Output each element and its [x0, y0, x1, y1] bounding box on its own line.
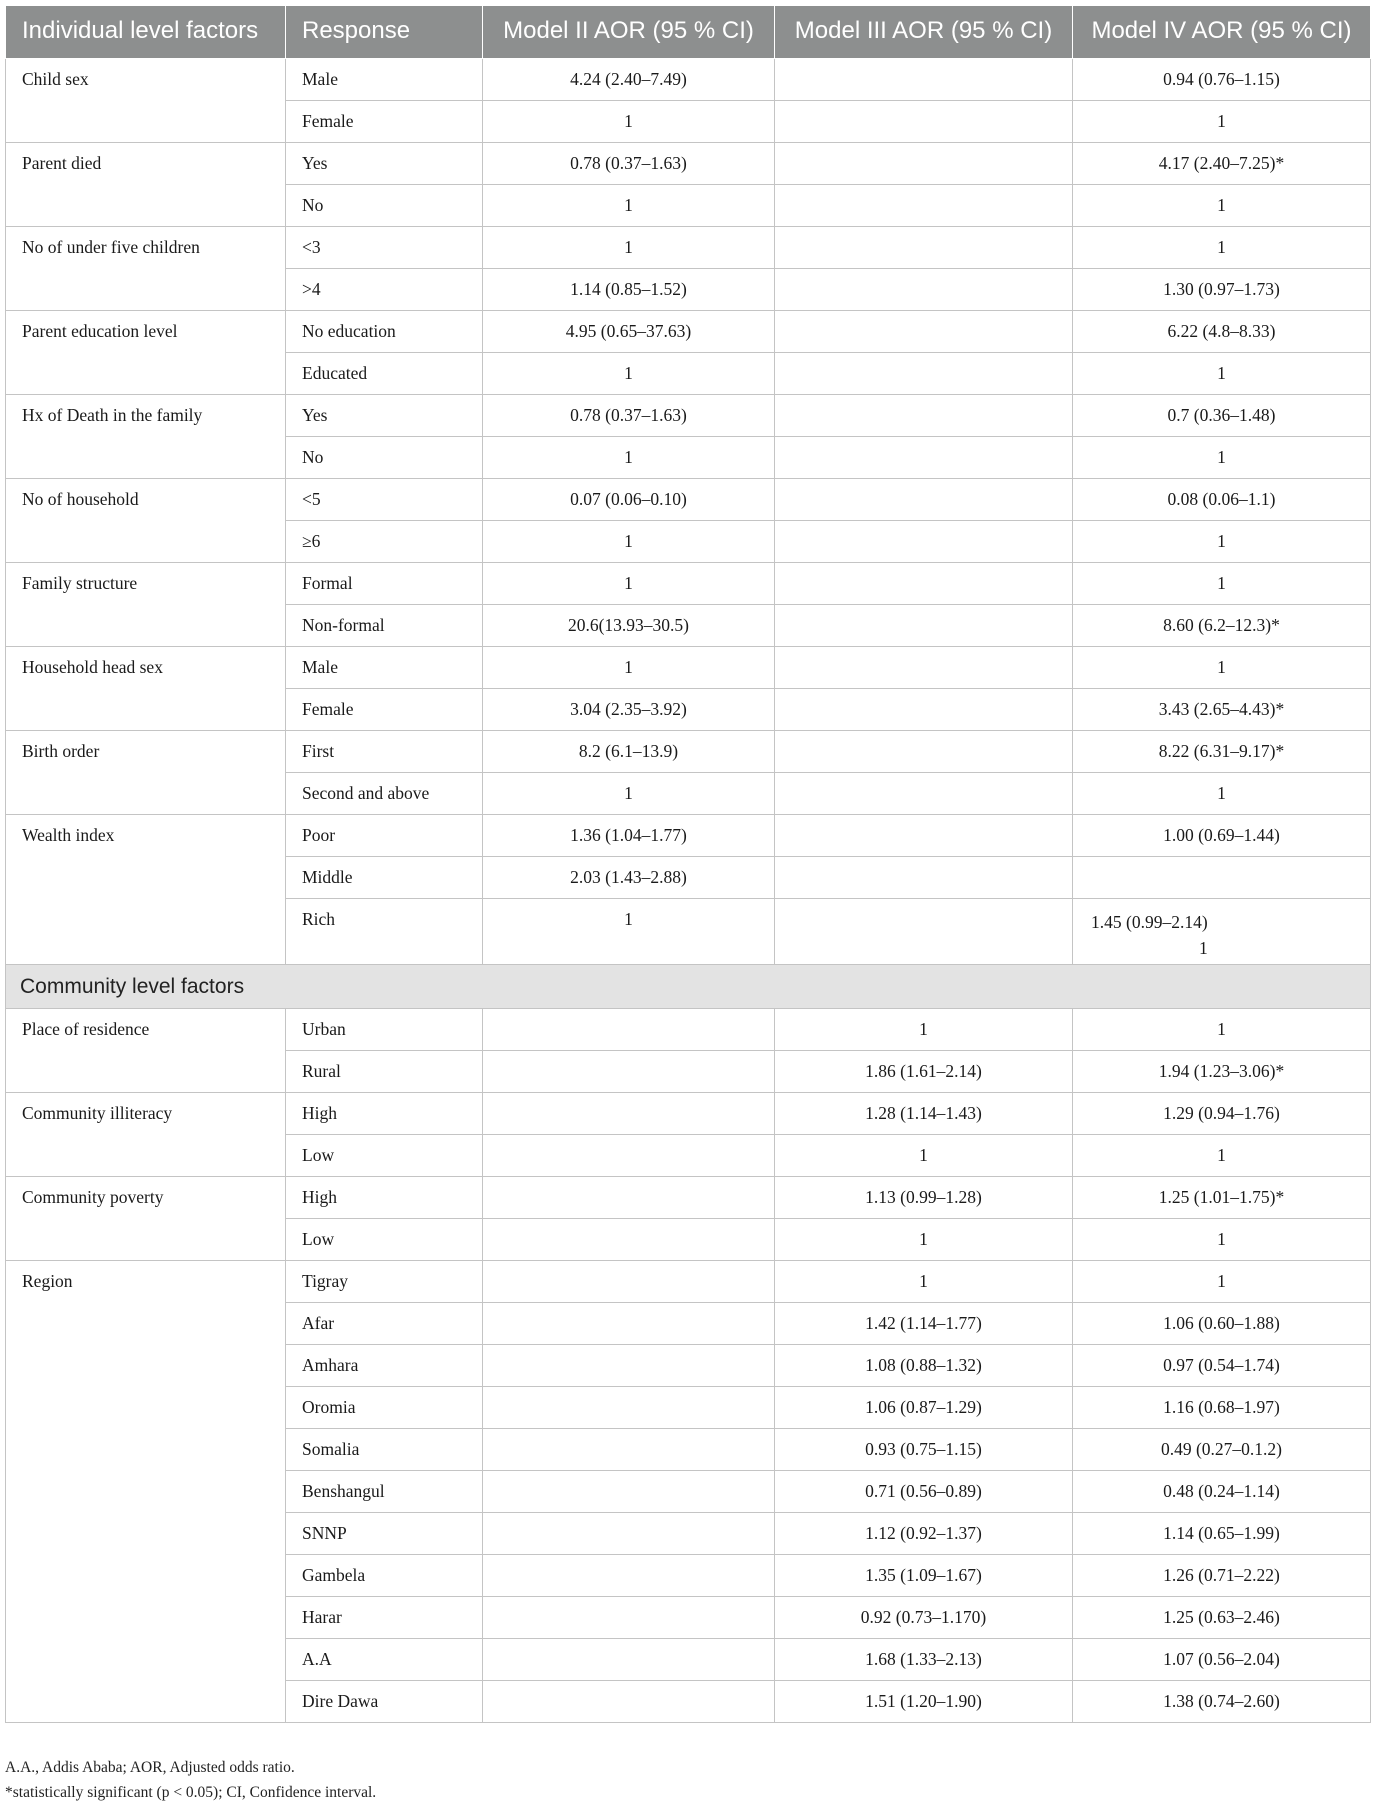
- model-iv-cell: 8.60 (6.2–12.3)*: [1073, 605, 1371, 647]
- model-iv-cell: 1.25 (0.63–2.46): [1073, 1597, 1371, 1639]
- model-ii-cell: [483, 1261, 775, 1303]
- model-iv-cell: 1.30 (0.97–1.73): [1073, 269, 1371, 311]
- model-iv-cell: 1: [1073, 1261, 1371, 1303]
- model-iv-value-line2: 1: [1199, 938, 1208, 958]
- model-iii-cell: [775, 815, 1073, 857]
- model-ii-cell: 1.14 (0.85–1.52): [483, 269, 775, 311]
- model-ii-cell: [483, 1597, 775, 1639]
- model-iv-cell: 1.06 (0.60–1.88): [1073, 1303, 1371, 1345]
- model-iii-cell: 1.86 (1.61–2.14): [775, 1051, 1073, 1093]
- model-iii-cell: [775, 899, 1073, 965]
- model-ii-cell: [483, 1009, 775, 1051]
- response-cell: >4: [286, 269, 483, 311]
- model-iii-cell: 0.93 (0.75–1.15): [775, 1429, 1073, 1471]
- model-iii-cell: [775, 857, 1073, 899]
- model-iii-cell: [775, 437, 1073, 479]
- model-iv-cell: 0.08 (0.06–1.1): [1073, 479, 1371, 521]
- model-iv-cell: 1: [1073, 1009, 1371, 1051]
- response-cell: Female: [286, 689, 483, 731]
- model-iv-cell: 1.25 (1.01–1.75)*: [1073, 1177, 1371, 1219]
- response-cell: Somalia: [286, 1429, 483, 1471]
- response-cell: High: [286, 1177, 483, 1219]
- factor-label: No of household: [6, 479, 286, 563]
- model-ii-cell: [483, 1471, 775, 1513]
- response-cell: Yes: [286, 395, 483, 437]
- response-cell: Low: [286, 1219, 483, 1261]
- response-cell: Rural: [286, 1051, 483, 1093]
- model-ii-cell: 1: [483, 647, 775, 689]
- model-ii-cell: 0.78 (0.37–1.63): [483, 143, 775, 185]
- model-iv-cell: 0.48 (0.24–1.14): [1073, 1471, 1371, 1513]
- model-ii-cell: 3.04 (2.35–3.92): [483, 689, 775, 731]
- model-iv-value-line1: 1.45 (0.99–2.14): [1091, 912, 1208, 932]
- model-ii-cell: [483, 1429, 775, 1471]
- model-iv-cell: 1.16 (0.68–1.97): [1073, 1387, 1371, 1429]
- model-iv-cell: 1: [1073, 185, 1371, 227]
- table-row: [6, 1093, 1371, 1135]
- model-iii-cell: [775, 185, 1073, 227]
- response-cell: Educated: [286, 353, 483, 395]
- model-ii-cell: [483, 1387, 775, 1429]
- model-iii-cell: 0.71 (0.56–0.89): [775, 1471, 1073, 1513]
- model-iii-cell: 1.06 (0.87–1.29): [775, 1387, 1073, 1429]
- model-iv-cell: 1: [1073, 773, 1371, 815]
- model-iv-cell: 1: [1073, 101, 1371, 143]
- table-row: [6, 1261, 1371, 1303]
- model-iii-cell: [775, 689, 1073, 731]
- header-model-ii: Model II AOR (95 % CI): [483, 6, 775, 59]
- response-cell: No: [286, 437, 483, 479]
- table-row: [6, 1009, 1371, 1051]
- community-section-title: Community level factors: [6, 965, 1371, 1009]
- model-iv-cell: 1.07 (0.56–2.04): [1073, 1639, 1371, 1681]
- factor-label: No of under five children: [6, 227, 286, 311]
- response-cell: Amhara: [286, 1345, 483, 1387]
- model-iv-cell: 0.97 (0.54–1.74): [1073, 1345, 1371, 1387]
- model-iv-cell: [1073, 899, 1371, 965]
- response-cell: Second and above: [286, 773, 483, 815]
- model-ii-cell: 1: [483, 563, 775, 605]
- model-iii-cell: [775, 395, 1073, 437]
- model-iv-cell: 1: [1073, 437, 1371, 479]
- model-ii-cell: [483, 1681, 775, 1723]
- model-iii-cell: 1.51 (1.20–1.90): [775, 1681, 1073, 1723]
- model-iv-cell: 1.00 (0.69–1.44): [1073, 815, 1371, 857]
- model-iv-cell: 1: [1073, 1219, 1371, 1261]
- table-row: [6, 143, 1371, 185]
- model-ii-cell: 1: [483, 101, 775, 143]
- model-ii-cell: 1: [483, 353, 775, 395]
- model-iii-cell: 1: [775, 1009, 1073, 1051]
- response-cell: No education: [286, 311, 483, 353]
- response-cell: Male: [286, 59, 483, 101]
- model-iii-cell: 0.92 (0.73–1.170): [775, 1597, 1073, 1639]
- model-iv-cell: 1: [1073, 227, 1371, 269]
- model-ii-cell: 1: [483, 227, 775, 269]
- factor-label: Place of residence: [6, 1009, 286, 1093]
- model-iii-cell: [775, 311, 1073, 353]
- model-iv-cell: 1.29 (0.94–1.76): [1073, 1093, 1371, 1135]
- model-ii-cell: 4.95 (0.65–37.63): [483, 311, 775, 353]
- model-ii-cell: [483, 1555, 775, 1597]
- table-row: [6, 479, 1371, 521]
- model-iii-cell: [775, 521, 1073, 563]
- factor-label: Parent died: [6, 143, 286, 227]
- model-ii-cell: [483, 1513, 775, 1555]
- response-cell: Yes: [286, 143, 483, 185]
- model-iii-cell: 1.13 (0.99–1.28): [775, 1177, 1073, 1219]
- model-iv-cell: 6.22 (4.8–8.33): [1073, 311, 1371, 353]
- model-iii-cell: 1.28 (1.14–1.43): [775, 1093, 1073, 1135]
- model-iii-cell: [775, 479, 1073, 521]
- response-cell: Harar: [286, 1597, 483, 1639]
- model-iv-cell: 4.17 (2.40–7.25)*: [1073, 143, 1371, 185]
- response-cell: Urban: [286, 1009, 483, 1051]
- model-iii-cell: 1.35 (1.09–1.67): [775, 1555, 1073, 1597]
- model-iii-cell: 1: [775, 1135, 1073, 1177]
- model-iii-cell: 1: [775, 1219, 1073, 1261]
- model-ii-cell: 2.03 (1.43–2.88): [483, 857, 775, 899]
- header-response: Response: [286, 6, 483, 59]
- model-ii-cell: 1: [483, 773, 775, 815]
- model-iii-cell: 1.68 (1.33–2.13): [775, 1639, 1073, 1681]
- model-iv-cell: 1: [1073, 353, 1371, 395]
- table-container: [5, 5, 1370, 1723]
- response-cell: Female: [286, 101, 483, 143]
- model-ii-cell: 0.78 (0.37–1.63): [483, 395, 775, 437]
- model-ii-cell: [483, 1051, 775, 1093]
- model-iv-cell: [1073, 857, 1371, 899]
- response-cell: Non-formal: [286, 605, 483, 647]
- response-cell: A.A: [286, 1639, 483, 1681]
- model-iii-cell: [775, 269, 1073, 311]
- model-ii-cell: 1: [483, 185, 775, 227]
- table-row: [6, 731, 1371, 773]
- response-cell: Middle: [286, 857, 483, 899]
- model-iv-cell: 0.49 (0.27–0.1.2): [1073, 1429, 1371, 1471]
- table-row: [6, 1177, 1371, 1219]
- response-cell: Formal: [286, 563, 483, 605]
- model-ii-cell: [483, 1177, 775, 1219]
- model-ii-cell: [483, 1303, 775, 1345]
- table-row: [6, 647, 1371, 689]
- model-iii-cell: 1.12 (0.92–1.37): [775, 1513, 1073, 1555]
- model-ii-cell: 1: [483, 899, 775, 965]
- response-cell: Rich: [286, 899, 483, 965]
- model-iv-cell: 0.7 (0.36–1.48): [1073, 395, 1371, 437]
- factor-label: Region: [6, 1261, 286, 1723]
- model-ii-cell: 20.6(13.93–30.5): [483, 605, 775, 647]
- response-cell: Afar: [286, 1303, 483, 1345]
- model-ii-cell: [483, 1093, 775, 1135]
- table-row: [6, 59, 1371, 101]
- model-iii-cell: [775, 647, 1073, 689]
- response-cell: First: [286, 731, 483, 773]
- header-row: [6, 6, 1371, 59]
- model-iii-cell: 1.42 (1.14–1.77): [775, 1303, 1073, 1345]
- model-ii-cell: 1.36 (1.04–1.77): [483, 815, 775, 857]
- model-iv-cell: 1: [1073, 563, 1371, 605]
- response-cell: Oromia: [286, 1387, 483, 1429]
- response-cell: Dire Dawa: [286, 1681, 483, 1723]
- factor-label: Hx of Death in the family: [6, 395, 286, 479]
- model-iv-cell: 8.22 (6.31–9.17)*: [1073, 731, 1371, 773]
- response-cell: Tigray: [286, 1261, 483, 1303]
- factor-label: Wealth index: [6, 815, 286, 965]
- factor-label: Family structure: [6, 563, 286, 647]
- model-iii-cell: 1: [775, 1261, 1073, 1303]
- table-row: [6, 563, 1371, 605]
- table-row: [6, 311, 1371, 353]
- model-ii-cell: 1: [483, 437, 775, 479]
- model-ii-cell: [483, 1639, 775, 1681]
- model-iv-cell: 1.94 (1.23–3.06)*: [1073, 1051, 1371, 1093]
- section-header-row: [6, 965, 1371, 1009]
- model-iv-cell: 1.26 (0.71–2.22): [1073, 1555, 1371, 1597]
- factor-label: Parent education level: [6, 311, 286, 395]
- model-iii-cell: [775, 773, 1073, 815]
- model-iii-cell: [775, 731, 1073, 773]
- footnote-significance: *statistically significant (p < 0.05); CI, Confidence interval.: [5, 1784, 377, 1801]
- factor-label: Community illiteracy: [6, 1093, 286, 1177]
- model-iii-cell: [775, 59, 1073, 101]
- model-ii-cell: 1: [483, 521, 775, 563]
- model-iv-cell: 0.94 (0.76–1.15): [1073, 59, 1371, 101]
- model-ii-cell: 4.24 (2.40–7.49): [483, 59, 775, 101]
- response-cell: SNNP: [286, 1513, 483, 1555]
- model-iv-cell: 3.43 (2.65–4.43)*: [1073, 689, 1371, 731]
- model-iii-cell: 1.08 (0.88–1.32): [775, 1345, 1073, 1387]
- header-model-iv: Model IV AOR (95 % CI): [1073, 6, 1371, 59]
- response-cell: No: [286, 185, 483, 227]
- model-iii-cell: [775, 353, 1073, 395]
- response-cell: Benshangul: [286, 1471, 483, 1513]
- table-row: [6, 395, 1371, 437]
- response-cell: <5: [286, 479, 483, 521]
- header-model-iii: Model III AOR (95 % CI): [775, 6, 1073, 59]
- response-cell: Poor: [286, 815, 483, 857]
- footnote-abbreviations: A.A., Addis Ababa; AOR, Adjusted odds ratio.: [5, 1759, 295, 1776]
- table-footnotes: [5, 1755, 376, 1805]
- model-ii-cell: [483, 1135, 775, 1177]
- response-cell: Male: [286, 647, 483, 689]
- factor-label: Community poverty: [6, 1177, 286, 1261]
- model-ii-cell: 8.2 (6.1–13.9): [483, 731, 775, 773]
- header-factor: Individual level factors: [6, 6, 286, 59]
- model-iv-cell: 1: [1073, 1135, 1371, 1177]
- response-cell: Gambela: [286, 1555, 483, 1597]
- model-ii-cell: [483, 1219, 775, 1261]
- response-cell: Low: [286, 1135, 483, 1177]
- factor-label: Household head sex: [6, 647, 286, 731]
- response-cell: <3: [286, 227, 483, 269]
- model-iv-cell: 1: [1073, 521, 1371, 563]
- model-ii-cell: 0.07 (0.06–0.10): [483, 479, 775, 521]
- model-iv-cell: 1: [1073, 647, 1371, 689]
- aor-table: [5, 5, 1371, 1723]
- model-iv-cell: 1.38 (0.74–2.60): [1073, 1681, 1371, 1723]
- table-row: [6, 815, 1371, 857]
- model-iii-cell: [775, 227, 1073, 269]
- response-cell: High: [286, 1093, 483, 1135]
- model-iii-cell: [775, 101, 1073, 143]
- factor-label: Child sex: [6, 59, 286, 143]
- table-row: [6, 227, 1371, 269]
- model-iii-cell: [775, 605, 1073, 647]
- response-cell: ≥6: [286, 521, 483, 563]
- model-iii-cell: [775, 563, 1073, 605]
- model-iv-cell: 1.14 (0.65–1.99): [1073, 1513, 1371, 1555]
- model-ii-cell: [483, 1345, 775, 1387]
- model-iii-cell: [775, 143, 1073, 185]
- factor-label: Birth order: [6, 731, 286, 815]
